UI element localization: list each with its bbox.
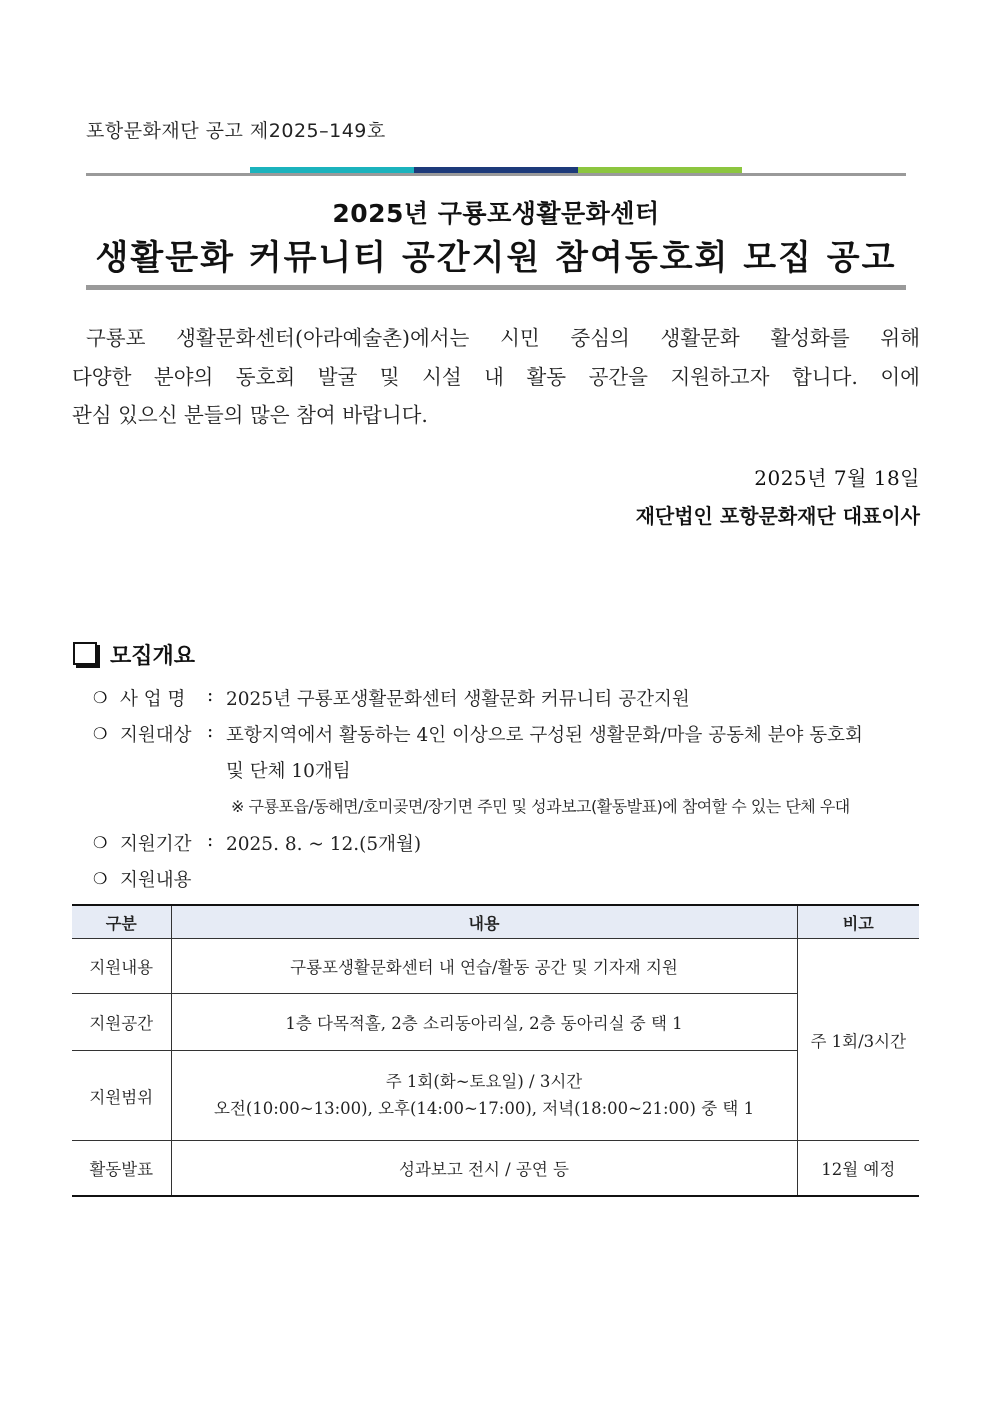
item-colon: : [207, 721, 214, 742]
row-content-line-2: 오전(10:00~13:00), 오후(14:00~17:00), 저녁(18:00~21:00) 중 택 1 [213, 1098, 755, 1118]
intro-paragraph-line-1: 구룡포 생활문화센터(아라예술촌)에서는 시민 중심의 생활문화 활성화를 위해 [86, 326, 920, 350]
table-row [72, 1051, 919, 1141]
row-content: 1층 다목적홀, 2층 소리동아리실, 2층 동아리실 중 택 1 [171, 994, 797, 1051]
row-category: 지원내용 [72, 939, 171, 994]
issuer: 재단법인 포항문화재단 대표이사 [635, 504, 920, 528]
row-content: 성과보고 전시 / 공연 등 [171, 1141, 797, 1196]
item-value-target: 포항지역에서 활동하는 4인 이상으로 구성된 생활문화/마을 공동체 분야 동호회 [226, 725, 863, 746]
row-content: 구룡포생활문화센터 내 연습/활동 공간 및 기자재 지원 [171, 939, 797, 994]
bullet-circle-icon: ❍ [93, 833, 108, 852]
row-category: 지원공간 [72, 994, 171, 1051]
item-colon: : [207, 830, 214, 851]
title-line-2: 생활문화 커뮤니티 공간지원 참여동호회 모집 공고 [95, 238, 897, 278]
item-colon: : [207, 685, 214, 706]
notice-date: 2025년 7월 18일 [754, 466, 920, 490]
item-label-target: 지원대상 [120, 725, 192, 746]
table-row [72, 994, 919, 1051]
table-row [72, 1141, 919, 1196]
section-title: 모집개요 [110, 644, 196, 669]
row-category: 지원범위 [72, 1051, 171, 1141]
table-header-category: 구분 [72, 905, 171, 939]
section-checkbox-icon [73, 642, 97, 665]
bullet-circle-icon: ❍ [93, 724, 108, 743]
title-rule-top [86, 173, 906, 176]
item-label-business-name: 사 업 명 [120, 689, 186, 710]
merged-note-cell: 주 1회/3시간 [797, 939, 919, 1141]
notice-number: 포항문화재단 공고 제2025–149호 [86, 120, 386, 142]
intro-paragraph-line-3: 관심 있으신 분들의 많은 참여 바랍니다. [72, 403, 428, 427]
bullet-circle-icon: ❍ [93, 869, 108, 888]
item-value-business-name: 2025년 구룡포생활문화센터 생활문화 커뮤니티 공간지원 [226, 689, 690, 710]
item-label-content: 지원내용 [120, 870, 192, 891]
table-header-row [72, 905, 919, 939]
intro-paragraph-line-2: 다양한 분야의 동호회 발굴 및 시설 내 활동 공간을 지원하고자 합니다. 이에 [72, 365, 920, 389]
title-line-1: 2025년 구룡포생활문화센터 [332, 199, 660, 228]
item-value-target-cont: 및 단체 10개팀 [226, 761, 351, 782]
support-table [72, 904, 919, 1197]
bullet-circle-icon: ❍ [93, 688, 108, 707]
row-note: 12월 예정 [797, 1141, 919, 1196]
row-content-line-1: 주 1회(화~토요일) / 3시간 [385, 1072, 583, 1092]
table-header-content: 내용 [171, 905, 797, 939]
item-label-period: 지원기간 [120, 834, 192, 855]
preference-note: ※ 구룡포읍/동해면/호미곶면/장기면 주민 및 성과보고(활동발표)에 참여할 수 있는 단체 우대 [231, 797, 850, 816]
item-value-period: 2025. 8. ~ 12.(5개월) [226, 834, 422, 855]
row-category: 활동발표 [72, 1141, 171, 1196]
table-row [72, 939, 919, 994]
table-header-note: 비고 [797, 905, 919, 939]
title-rule-bottom [86, 285, 906, 290]
row-content [171, 1051, 797, 1141]
